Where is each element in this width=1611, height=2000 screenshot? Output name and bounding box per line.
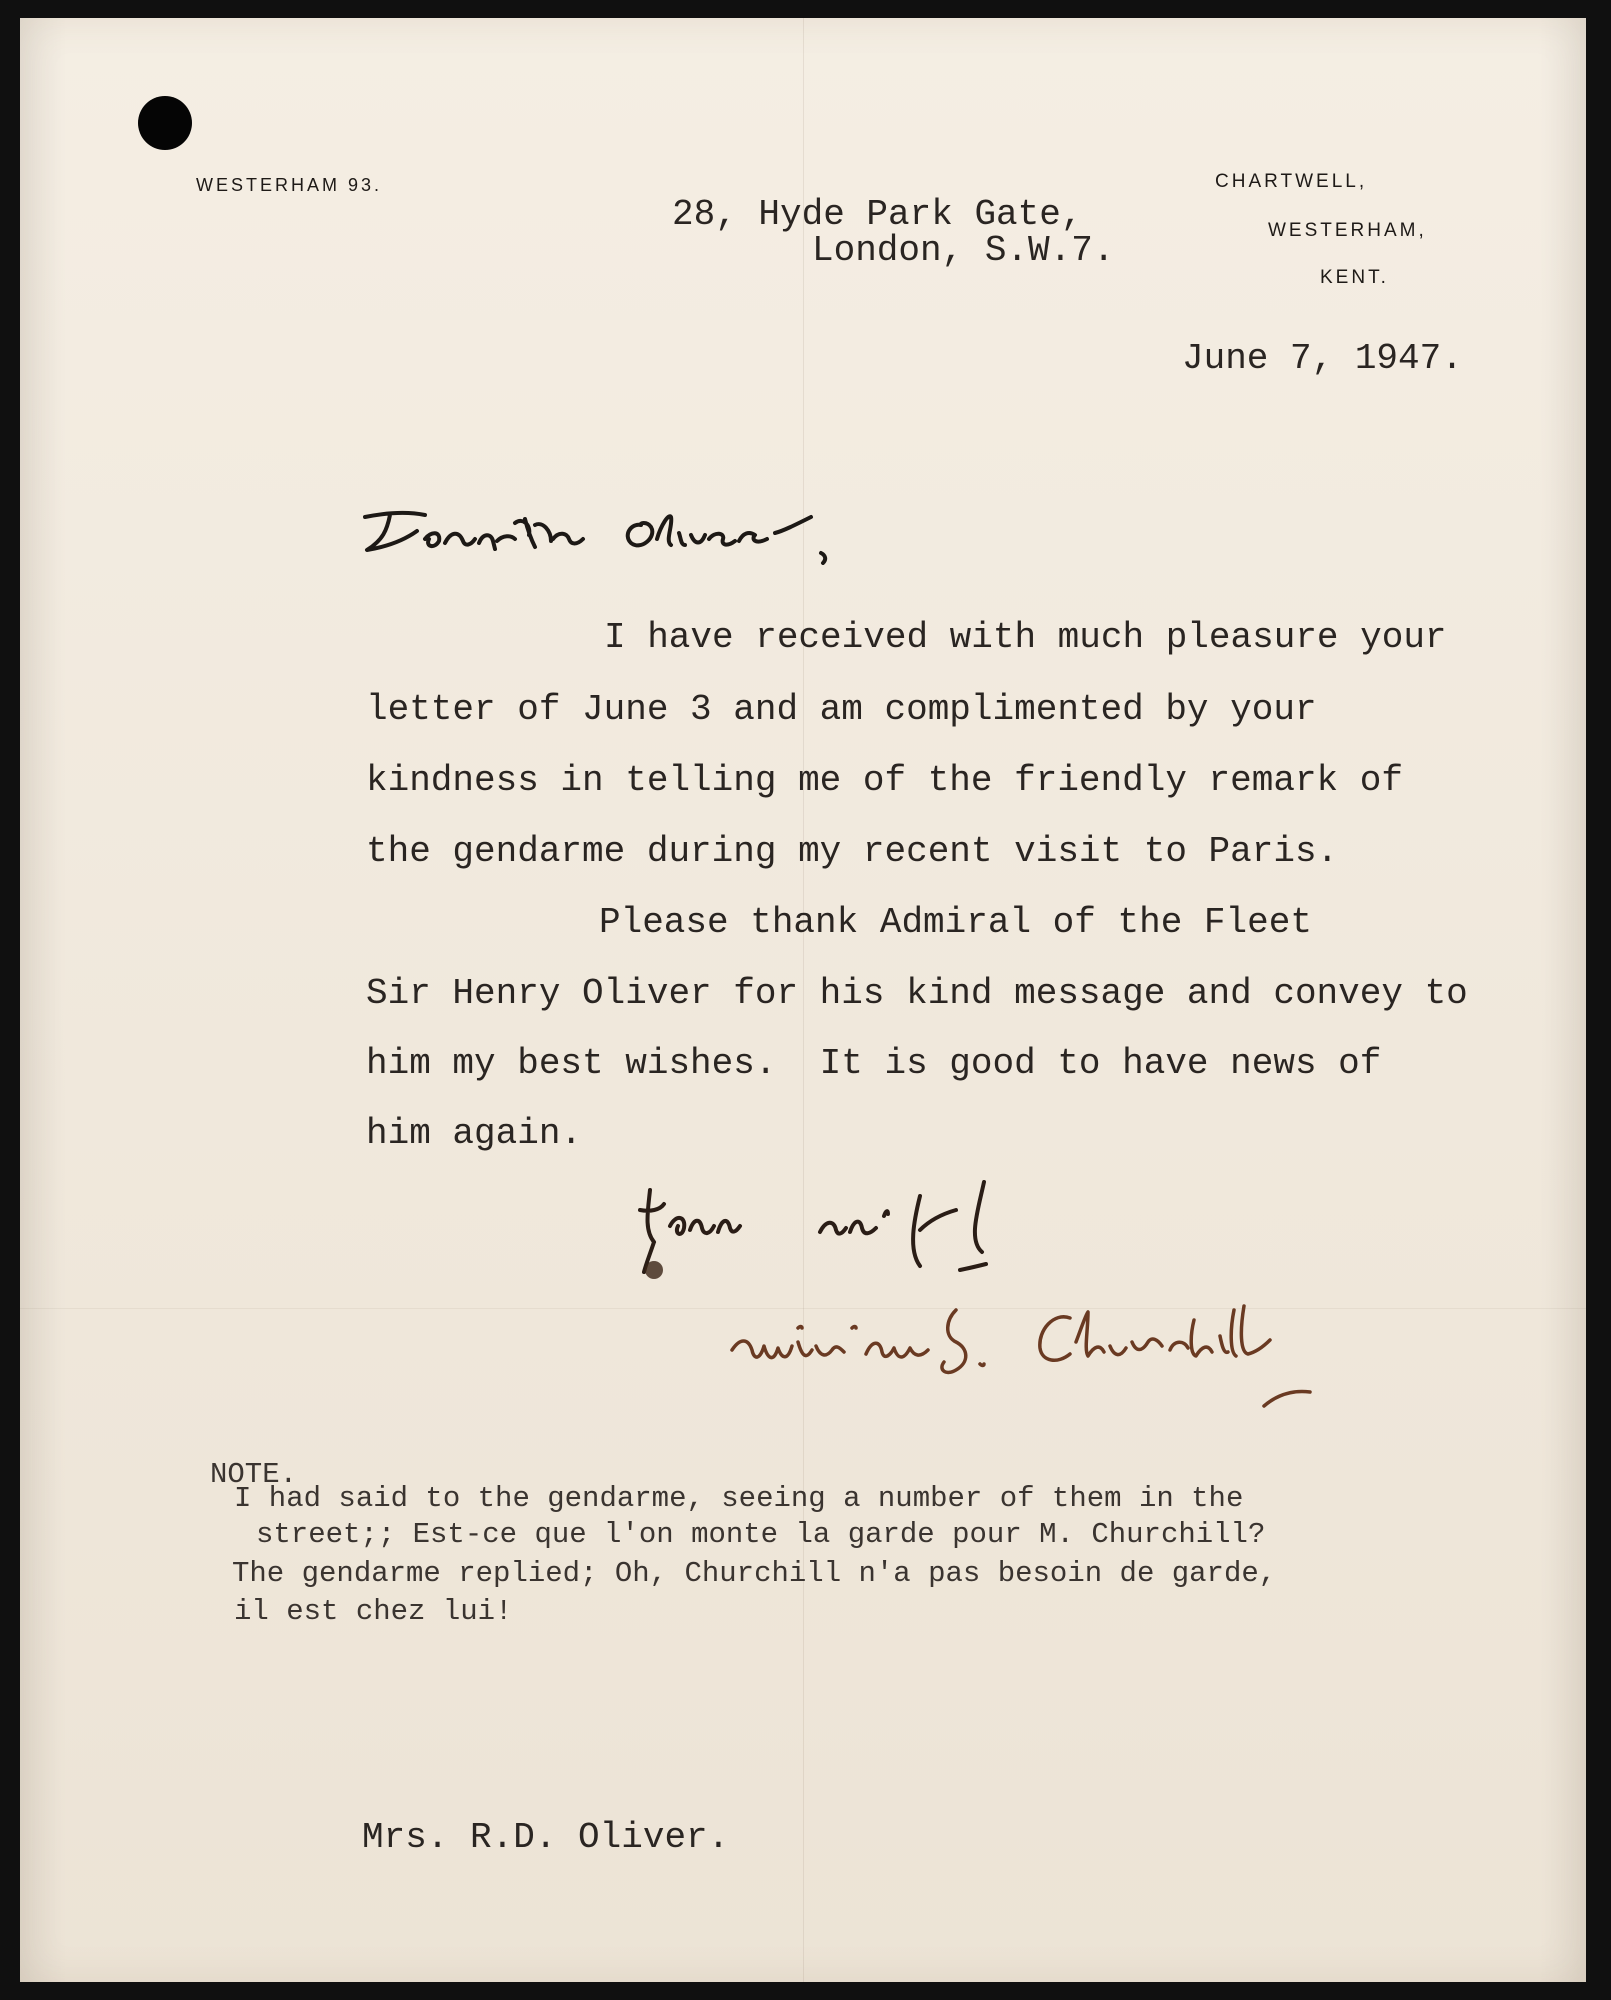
punch-hole — [138, 96, 192, 150]
body-line-1: I have received with much pleasure your — [604, 617, 1447, 658]
body-line-8: him again. — [366, 1113, 583, 1154]
body-line-3: kindness in telling me of the friendly remark of — [366, 760, 1403, 801]
letterhead-residence-town: WESTERHAM, — [1268, 220, 1427, 241]
letter-date: June 7, 1947. — [1182, 338, 1463, 379]
handwritten-salutation — [355, 495, 845, 565]
address-line-1: 28, Hyde Park Gate, — [672, 194, 1083, 235]
body-line-6: Sir Henry Oliver for his kind message and convey to — [366, 973, 1468, 1014]
body-line-4: the gendarme during my recent visit to Paris. — [366, 831, 1339, 872]
note-line-4: il est chez lui! — [234, 1595, 513, 1628]
body-line-7: him my best wishes. It is good to have news of — [366, 1043, 1382, 1084]
note-line-2: street;; Est-ce que l'on monte la garde pour M. Churchill? — [256, 1518, 1266, 1551]
letterhead-phone: WESTERHAM 93. — [196, 175, 383, 195]
address-line-2: London, S.W.7. — [812, 230, 1115, 271]
handwritten-signature — [724, 1290, 1364, 1410]
note-line-3: The gendarme replied; Oh, Churchill n'a pas besoin de garde, — [232, 1557, 1277, 1590]
recipient-name: Mrs. R.D. Oliver. — [362, 1817, 730, 1858]
body-line-5: Please thank Admiral of the Fleet — [599, 902, 1312, 943]
body-line-2: letter of June 3 and am complimented by your — [366, 689, 1317, 730]
letterhead-residence-name: CHARTWELL, — [1215, 171, 1368, 192]
letterhead-residence-county: KENT. — [1320, 267, 1389, 288]
note-heading: NOTE. — [210, 1458, 298, 1491]
note-line-1: I had said to the gendarme, seeing a number of them in the — [234, 1482, 1244, 1515]
handwritten-closing — [630, 1180, 1050, 1280]
